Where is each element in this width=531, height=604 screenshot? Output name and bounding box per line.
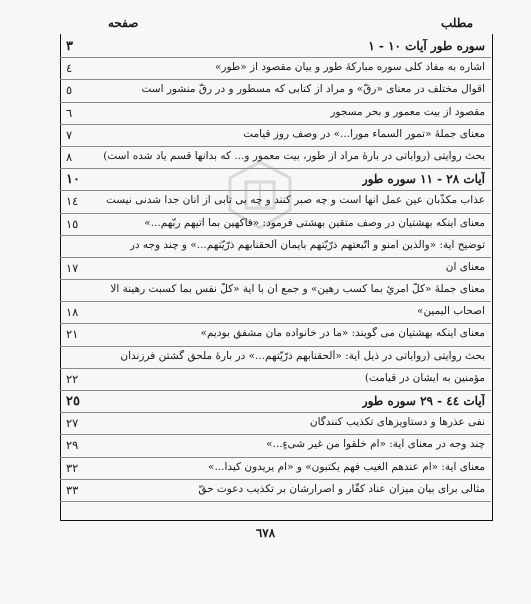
toc-entry-text: مقصود از بيت معمور و بحر مسجور: [330, 105, 485, 118]
toc-rows: [60, 36, 491, 502]
toc-section-heading: [60, 391, 491, 413]
toc-page-number: ٢٢: [66, 371, 79, 386]
toc-entry-text: اقوال مختلف در معناى «رقّ» و مراد از كتابى كه مسطور و در رقّ منشور است: [141, 83, 485, 96]
toc-page-number: ٨: [66, 149, 73, 164]
toc-entry: [60, 125, 491, 147]
toc-entry-text: چند وجه در معناى آية: «ام خلقوا من غير شىءٍ...»: [266, 438, 485, 451]
column-header-topic: مطلب: [440, 16, 473, 30]
toc-entry-text: عذاب مكذّبان عين عمل آنها است و چه صبر كنند و چه بى تابى از آنان جدا شدنى نيست: [105, 194, 485, 207]
toc-entry: [60, 191, 491, 213]
toc-entry: [60, 214, 491, 236]
toc-entry: [60, 302, 491, 324]
toc-page-number: ١٨: [66, 305, 79, 320]
toc-entry-text: بحث روايتى (رواياتى در ذيل آية: «ألحقنابهم ذرّيّتهم...» در بارهٔ ملحق گشتن فرزندان: [120, 349, 485, 362]
toc-entry-text: مثالى براى بيان ميزان عناد كفّار و اصرارشان بر تكذيب دعوت حقّ: [198, 482, 485, 495]
toc-page-number: ٣: [66, 39, 73, 54]
toc-entry: [60, 413, 491, 435]
toc-page-number: ٢٧: [66, 416, 79, 431]
toc-entry-text: معناى آية: «ام عندهم الغيب فهم يكتبون» و «ام يريدون كيداً...»: [208, 460, 485, 473]
toc-entry: [60, 458, 491, 480]
toc-entry-text: معناى اينكه بهشتيان در وصف متقين بهشتى فرمود: «فاكهين بما آتيهم ربّهم...»: [144, 216, 485, 229]
toc-page-number: ١٥: [66, 216, 79, 231]
toc-entry-text: سوره طور آيات ١٠ - ١: [368, 39, 485, 53]
toc-entry: [60, 280, 491, 302]
toc-page-number: ٢٥: [66, 394, 80, 409]
toc-entry: [60, 369, 491, 391]
toc-page-number: ١٧: [66, 260, 79, 275]
toc-entry: [60, 347, 491, 369]
toc-entry-text: بحث روايتى (رواياتى در بارهٔ مراد از طور، بيت معمور و... كه بدانها قسم ياد شده است): [103, 149, 485, 162]
toc-entry-text: آيات ٢٨ - ١١ سوره طور: [361, 172, 485, 187]
toc-entry-text: آيات ٤٤ - ٢٩ سوره طور: [361, 394, 485, 408]
toc-entry: [60, 80, 491, 102]
toc-page-number: ٣٢: [66, 460, 79, 475]
toc-entry-text: معناى اينكه بهشتيان مى گويند: «ما در خانواده مان مشفق بوديم»: [200, 327, 485, 340]
toc-entry-text: نفى عذرها و دستاويزهاى تكذيب كنندگان: [309, 416, 485, 429]
toc-section-heading: [60, 36, 491, 58]
toc-page-number: ٣٣: [66, 482, 79, 497]
toc-entry-text: اصحاب اليمين»: [417, 305, 485, 318]
toc-entry-text: معناى آن: [445, 260, 485, 273]
toc-entry: [60, 147, 491, 169]
column-header-page: صفحه: [108, 16, 139, 30]
toc-page-number: ٢١: [66, 327, 79, 342]
toc-page-number: ٥: [66, 83, 73, 98]
toc-entry: [60, 324, 491, 346]
toc-page-number: ١٤: [66, 194, 79, 209]
toc-entry-text: اشاره به مفاد كلّى سوره مباركهٔ طور و بيان مقصود از «طور»: [214, 61, 485, 74]
toc-entry: [60, 480, 491, 502]
toc-page-number: ٢٩: [66, 438, 79, 453]
toc-entry-text: معناى جملهٔ «كلّ امرئٍ بما كسب رهين» و جمع آن با آية «كلّ نفس بما كسبت رهينة الّا: [110, 283, 485, 296]
toc-page-number: ٤: [66, 61, 73, 76]
toc-section-heading: [60, 169, 491, 191]
toc-entry-text: مؤمنين به ايشان در قيامت): [364, 371, 485, 384]
page-number: ٦٧٨: [255, 526, 276, 540]
toc-entry-text: توضيح آية: «والّذين آمنو و اتّبعتهم ذرّيّتهم بايمان ألحقنابهم ذرّيّتهم...» و چند وجه در: [129, 238, 485, 251]
toc-page-number: ٧: [66, 127, 73, 142]
toc-entry: [60, 58, 491, 80]
toc-page-number: ٦: [66, 105, 73, 120]
toc-entry: [60, 435, 491, 457]
toc-page-number: ١٠: [66, 172, 80, 188]
toc-entry: [60, 236, 491, 258]
toc-entry-text: معناى جملهٔ «تمور السماء مورا...» در وصف روز قيامت: [243, 127, 485, 140]
toc-entry: [60, 103, 491, 125]
toc-entry: [60, 258, 491, 280]
